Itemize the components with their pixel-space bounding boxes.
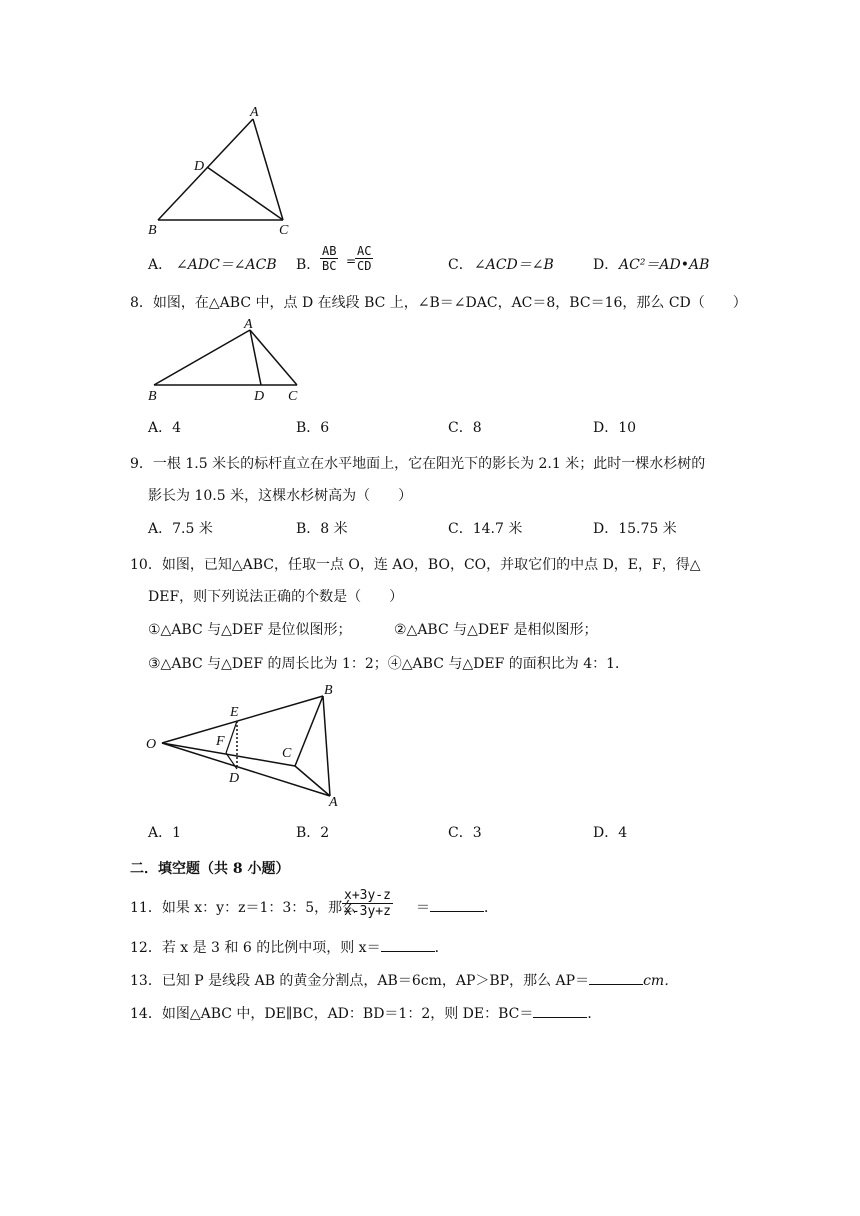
- q7-option-c-prefix: C．: [448, 257, 473, 273]
- q8-label-b: B: [148, 389, 157, 404]
- q10-option-c: C．3: [448, 825, 482, 841]
- q7-label-d: D: [194, 159, 205, 174]
- q7-side-ac: [253, 119, 283, 220]
- q10-option-d: D．4: [593, 825, 628, 841]
- q8-label-c: C: [288, 389, 298, 404]
- q8-segment-ad: [250, 330, 261, 385]
- q10-statement-1: ①△ABC 与△DEF 是位似图形；: [148, 622, 352, 638]
- q10-label-d: D: [229, 771, 240, 786]
- q10-label-b: B: [324, 683, 333, 698]
- q7-option-b-prefix: B．: [296, 257, 321, 273]
- q13-text: 13．已知 P 是线段 AB 的黄金分割点，AB＝6cm，AP＞BP，那么 AP＝: [130, 973, 590, 989]
- q7-option-c: ∠ACD＝∠B: [474, 257, 554, 273]
- q14-end: ．: [587, 1006, 602, 1022]
- q7-option-b-left-den: BC: [322, 259, 337, 273]
- q10-label-e: E: [230, 705, 239, 720]
- q7-side-ab: [158, 119, 253, 220]
- q8-side-ac: [250, 330, 297, 385]
- q8-side-ab: [154, 330, 250, 385]
- q9-option-a: A．7.5 米: [148, 521, 213, 537]
- q7-label-a: A: [250, 105, 259, 120]
- q9-option-b: B．8 米: [296, 521, 348, 537]
- q14-text: 14．如图△ABC 中，DE∥BC，AD：BD＝1：2，则 DE：BC＝: [130, 1006, 534, 1022]
- q12-text: 12．若 x 是 3 和 6 的比例中项，则 x＝: [130, 940, 381, 956]
- section-2-heading: 二．填空题（共 8 小题）: [130, 861, 290, 877]
- q10-label-o: O: [146, 737, 157, 752]
- q10-stem-line2: DEF，则下列说法正确的个数是（ ）: [148, 589, 404, 605]
- q11-answer-blank[interactable]: [430, 899, 484, 912]
- q10-label-c: C: [282, 746, 292, 761]
- q10-statement-3-4: ③△ABC 与△DEF 的周长比为 1：2；④△ABC 与△DEF 的面积比为 4：1．: [148, 656, 630, 672]
- q10-statement-2: ②△ABC 与△DEF 是相似图形；: [394, 622, 598, 638]
- q8-option-d: D．10: [593, 420, 637, 436]
- q7-label-b: B: [148, 223, 157, 238]
- q7-option-a: ∠ADC＝∠ACB: [176, 257, 277, 273]
- q10-side-ab: [323, 696, 330, 796]
- q12-stem: [130, 937, 449, 957]
- q14-answer-blank[interactable]: [533, 1005, 587, 1018]
- q7-option-a-prefix: A．: [148, 257, 173, 273]
- q10-segment-oa: [162, 743, 330, 796]
- q7-triangle-figure: [140, 100, 300, 240]
- q9-option-d: D．15.75 米: [593, 521, 677, 537]
- q10-stem-line1: 10．如图，已知△ABC，任取一点 O，连 AO，BO，CO，并取它们的中点 D，E，F，得△: [130, 557, 701, 573]
- q8-option-c: C．8: [448, 420, 482, 436]
- q10-side-ca: [295, 766, 330, 796]
- q8-stem: 8．如图，在△ABC 中，点 D 在线段 BC 上，∠B＝∠DAC，AC＝8，BC＝16，那么 CD（ ）: [130, 295, 747, 311]
- q11-equals: ＝: [416, 900, 430, 916]
- q8-triangle-figure: [140, 316, 310, 408]
- q10-side-ef: [226, 721, 237, 753]
- q14-stem: [130, 1003, 601, 1023]
- q10-label-a: A: [329, 795, 338, 810]
- q11-answer: [416, 897, 498, 917]
- q11-fraction-num: x+3y-z: [344, 888, 391, 903]
- q7-option-b-right-num: AC: [357, 244, 372, 258]
- q8-option-a: A．4: [148, 420, 182, 436]
- q9-stem-line1: 9．一根 1.5 米长的标杆直立在水平地面上，它在阳光下的影长为 2.1 米；此时一棵水杉树的: [130, 456, 706, 472]
- q7-option-d: AC²＝AD•AB: [619, 257, 710, 273]
- q10-label-f: F: [216, 734, 225, 749]
- q7-label-c: C: [279, 223, 289, 238]
- q13-answer-blank[interactable]: [589, 972, 643, 985]
- q10-side-bc: [295, 696, 323, 766]
- q13-unit: cm．: [643, 973, 679, 989]
- q8-label-d: D: [254, 389, 265, 404]
- q11-end: ．: [484, 900, 498, 916]
- q10-segment-ob: [162, 696, 323, 743]
- q10-homothety-figure: [140, 680, 350, 810]
- q13-stem: [130, 970, 678, 990]
- q12-end: ．: [434, 940, 449, 956]
- q8-option-b: B．6: [296, 420, 330, 436]
- q11-fraction-den: x-3y+z: [344, 904, 391, 919]
- q7-option-b-eq: =: [346, 254, 357, 268]
- q8-label-a: A: [244, 317, 253, 332]
- q7-option-b-left-num: AB: [322, 244, 337, 258]
- q7-option-b-right-fraction: [355, 244, 373, 273]
- q7-segment-dc: [207, 167, 283, 220]
- q11-fraction: [342, 888, 393, 919]
- q10-option-b: B．2: [296, 825, 330, 841]
- q7-option-d-prefix: D．: [593, 257, 619, 273]
- q12-answer-blank[interactable]: [381, 939, 435, 952]
- q11-prefix: 11．如果 x：y：z＝1：3：5，那么: [130, 900, 357, 916]
- q7-option-b-left-fraction: [320, 244, 338, 273]
- q9-stem-line2: 影长为 10.5 米，这棵水杉树高为（ ）: [148, 488, 413, 504]
- q9-option-c: C．14.7 米: [448, 521, 523, 537]
- q7-option-b-right-den: CD: [357, 259, 372, 273]
- q11-stem: [130, 897, 356, 917]
- q10-option-a: A．1: [148, 825, 182, 841]
